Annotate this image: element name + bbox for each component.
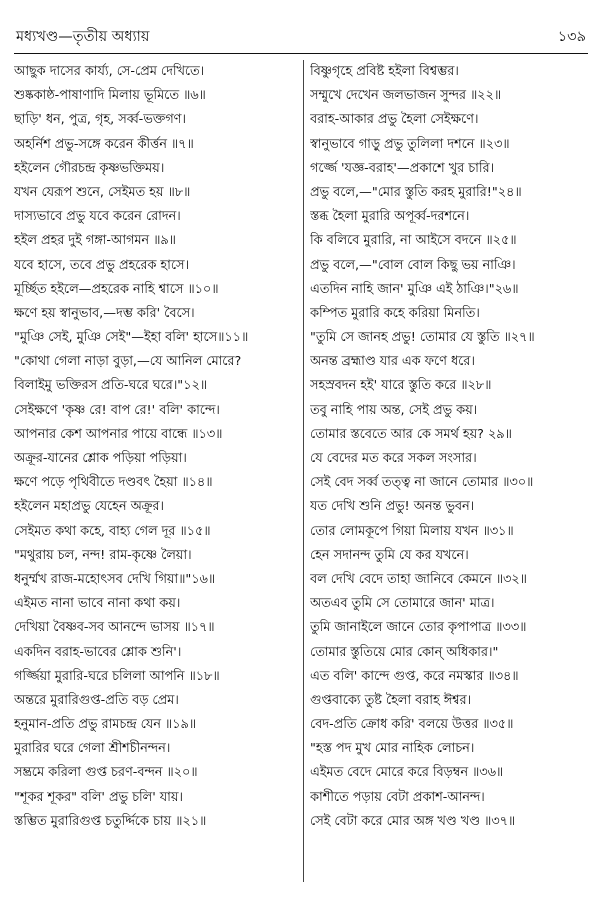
- verse-line: বিষ্ণুগৃহে প্রবিষ্ট হইলা বিশ্বম্ভর।: [310, 64, 459, 79]
- verse-line: স্তম্ভিত মুরারিগুপ্ত চতুর্দ্দিকে চায় ॥২১॥: [14, 813, 207, 829]
- verse-line: এতদিন নাহি জান' মুঞি এই ঠাঞি।"২৬॥: [310, 281, 519, 297]
- verse-line: মূর্চ্ছিত হইলে—প্রহরেক নাহি শ্বাসে ॥১০॥: [14, 281, 219, 297]
- verse-line: গুপ্তবাক্যে তুষ্ট হৈলা বরাহ ঈশ্বর।: [310, 692, 472, 708]
- verse-line: মুরারির ঘরে গেলা শ্রীশচীনন্দন।: [14, 741, 171, 757]
- verse-line: ক্ষণে পড়ে পৃথিবীতে দণ্ডবৎ হৈয়া ॥১৪॥: [14, 475, 213, 491]
- verse-line: স্তব্ধ হৈলা মুরারি অপূর্ব্ব-দরশনে।: [310, 209, 470, 225]
- verse-line: অনন্ত ব্রহ্মাণ্ড যার এক ফণে ধরে।: [310, 354, 475, 370]
- verse-line: আছুক দাসের কার্য্য, সে-প্রেম দেখিতে।: [14, 64, 205, 79]
- verse-line: স্বানুভাবে গাড়ু প্রভু তুলিলা দশনে ॥২৩॥: [310, 136, 510, 152]
- verse-line: কাশীতে পড়ায় বেটা প্রকাশ-আনন্দ।: [310, 789, 485, 805]
- verse-line: তুমি জানাইলে জানে তোর কৃপাপাত্র ॥৩৩॥: [310, 620, 527, 636]
- verse-line: সম্মুখে দেখেন জলভাজন সুন্দর ॥২২॥: [310, 88, 502, 104]
- verse-line: হইলেন মহাপ্রভু যেহেন অক্রূর।: [14, 499, 164, 515]
- header-rule: [14, 53, 588, 54]
- verse-line: প্রভু বলে,—"মোর স্তুতি করহ মুরারি!"২৪॥: [310, 184, 522, 200]
- verse-line: তোর লোমকূপে গিয়া মিলায় যখন ॥৩১॥: [310, 523, 514, 539]
- verse-line: সেই বেদ সর্ব্ব তত্ত্ব না জানে তোমার ॥৩০॥: [310, 475, 534, 491]
- verse-line: "হস্ত পদ মুখ মোর নাহিক লোচন।: [310, 741, 475, 757]
- verse-line: হনুমান-প্রতি প্রভু রামচন্দ্র যেন ॥১৯॥: [14, 717, 197, 733]
- column-divider: [303, 60, 304, 882]
- verse-line: দেখিয়া বৈষ্ণব-সব আনন্দে ভাসয় ॥১৭॥: [14, 620, 215, 636]
- verse-line: তোমার স্তবেতে আর কে সমর্থ হয়? ২৯॥: [310, 426, 512, 442]
- verse-line: যবে হাসে, তবে প্রভু প্রহরেক হাসে।: [14, 257, 190, 273]
- verse-line: তবু নাহি পায় অন্ত, সেই প্রভু কয়।: [310, 402, 478, 418]
- left-verse-column: [14, 60, 296, 834]
- page-header: [16, 26, 586, 50]
- verse-line: হইলেন গৌরচন্দ্র কৃষ্ণভক্তিময়।: [14, 160, 165, 176]
- verse-line: "মুঞি সেই, মুঞি সেই"—ইহা বলি' হাসে॥১১॥: [14, 330, 249, 346]
- verse-line: হেন সদানন্দ তুমি যে কর যখনে।: [310, 547, 469, 563]
- verse-line: কি বলিবে মুরারি, না আইসে বদনে ॥২৫॥: [310, 233, 517, 249]
- verse-line: বেদ-প্রতি ক্রোধ করি' বলয়ে উত্তর ॥৩৫॥: [310, 717, 514, 733]
- verse-line: বরাহ-আকার প্রভু হৈলা সেইক্ষণে।: [310, 112, 479, 128]
- verse-line: ধনুর্ম্মখ রাজ-মহোৎসব দেখি গিয়া॥"১৬॥: [14, 571, 216, 587]
- right-verse-column: [310, 60, 592, 834]
- verse-line: সহস্রবদন হই' যারে স্তুতি করে ॥২৮॥: [310, 378, 492, 394]
- verse-line: যত দেখি শুনি প্রভু! অনন্ত ভুবন।: [310, 499, 475, 515]
- verse-line: এত বলি' কান্দে গুপ্ত, করে নমস্কার ॥৩৪॥: [310, 668, 519, 684]
- verse-line: যখন যেরূপ শুনে, সেইমত হয় ॥৮॥: [14, 184, 191, 200]
- verse-line: তোমার স্তুতিয়ে মোর কোন্ অধিকার।": [310, 644, 499, 660]
- verse-line: দাস্যভাবে প্রভু যবে করেন রোদন।: [14, 209, 181, 225]
- verse-line: "মথুরায় চল, নন্দ! রাম-কৃষ্ণে লৈয়া।: [14, 547, 192, 563]
- verse-line: অহর্নিশ প্রভু-সঙ্গে করেন কীর্ত্তন ॥৭॥: [14, 136, 194, 152]
- verse-line: অন্তরে মুরারিগুপ্ত-প্রতি বড় প্রেম।: [14, 692, 179, 708]
- page-number: ১৩৯: [557, 29, 586, 45]
- verse-line: "তুমি সে জানহ প্রভু! তোমার যে স্তুতি ॥২৭॥: [310, 330, 535, 346]
- verse-line: কম্পিত মুরারি কহে করিয়া মিনতি।: [310, 305, 480, 321]
- verse-line: অক্রূর-যানের শ্লোক পড়িয়া পড়িয়া।: [14, 451, 187, 466]
- verse-line: গর্জ্জিয়া মুরারি-ঘরে চলিলা আপনি ॥১৮॥: [14, 668, 220, 684]
- verse-line: "শূকর শূকর" বলি' প্রভু চলি' যায়।: [14, 789, 183, 805]
- verse-line: আপনার কেশ আপনার পায়ে বান্ধে ॥১৩॥: [14, 426, 223, 442]
- verse-line: একদিন বরাহ-ভাবের শ্লোক শুনি'।: [14, 644, 182, 660]
- verse-line: হইল প্রহর দুই গঙ্গা-আগমন ॥৯॥: [14, 233, 176, 249]
- verse-line: সেই বেটা করে মোর অঙ্গ খণ্ড খণ্ড ॥৩৭॥: [310, 813, 516, 829]
- verse-line: শুষ্ককাষ্ঠ-পাষাণাদি মিলায় ভূমিতে ॥৬॥: [14, 88, 206, 104]
- verse-line: ছাড়ি' ধন, পুত্র, গৃহ, সর্ব্ব-ভক্তগণ।: [14, 112, 186, 128]
- verse-line: ক্ষণে হয় স্বানুভাব,—দম্ভ করি' বৈসে।: [14, 305, 195, 321]
- verse-line: সেইমত কথা কহে, বাহ্য গেল দূর ॥১৫॥: [14, 523, 211, 539]
- verse-line: অতএব তুমি সে তোমারে জান' মাত্র।: [310, 596, 495, 612]
- verse-line: এইমত নানা ভাবে নানা কথা কয়।: [14, 596, 181, 612]
- verse-line: প্রভু বলে,—"বোল বোল কিছু ভয় নাঞি।: [310, 257, 516, 273]
- verse-line: বিলাইমু ভক্তিরস প্রতি-ঘরে ঘরে।"১২॥: [14, 378, 208, 394]
- verse-line: বল দেখি বেদে তাহা জানিবে কেমনে ॥৩২॥: [310, 571, 527, 587]
- verse-line: "কোথা গেলা নাড়া বুড়া,—যে আনিল মোরে?: [14, 354, 242, 370]
- verse-line: সম্ভ্রমে করিলা গুপ্ত চরণ-বন্দন ॥২০॥: [14, 765, 198, 781]
- running-title: মধ্যখণ্ড—তৃতীয় অধ্যায়: [16, 29, 150, 45]
- verse-line: গর্জ্জে 'যজ্ঞ-বরাহ'—প্রকাশে খুর চারি।: [310, 160, 495, 176]
- verse-line: এইমত বেদে মোরে করে বিড়ম্বন ॥৩৬॥: [310, 765, 504, 781]
- verse-line: যে বেদের মত করে সকল সংসার।: [310, 451, 477, 466]
- verse-line: সেইক্ষণে 'কৃষ্ণ রে! বাপ রে!' বলি' কান্দে।: [14, 402, 220, 418]
